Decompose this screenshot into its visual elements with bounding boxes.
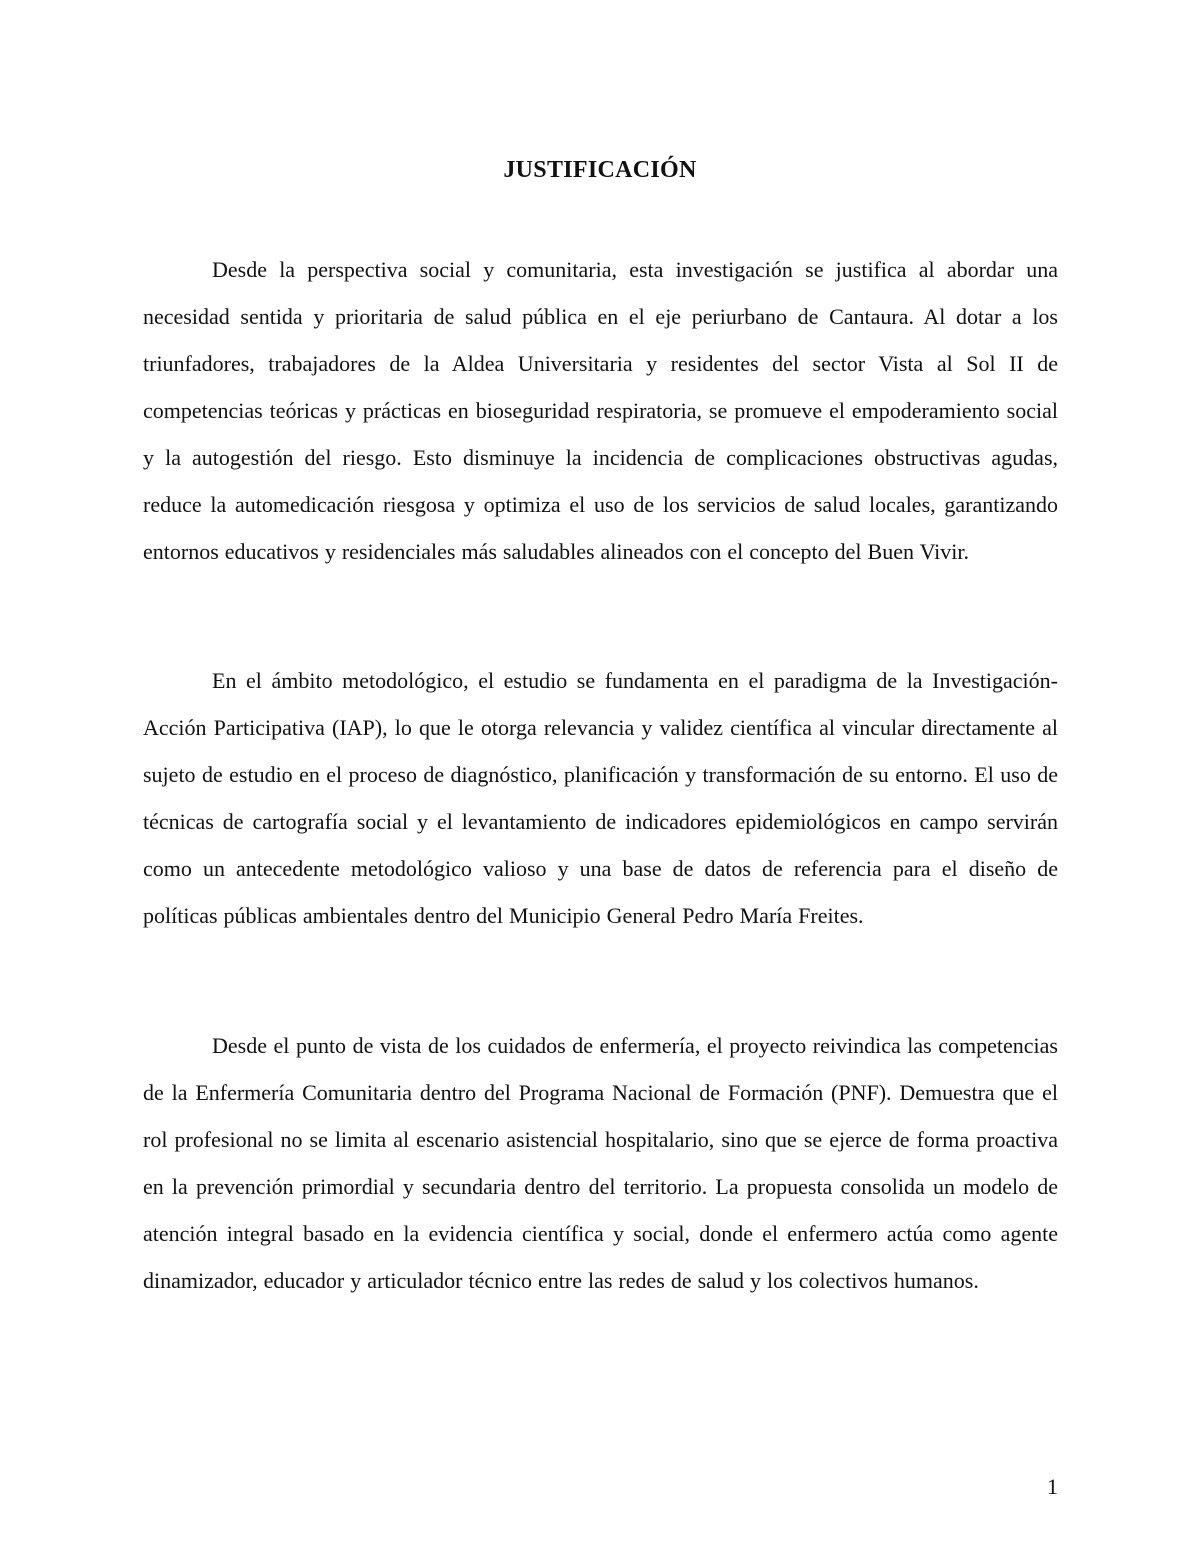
- page-number: 1: [1047, 1474, 1058, 1499]
- paragraph-methodological-justification: En el ámbito metodológico, el estudio se fundamenta en el paradigma de la Investigación-Acción Participativa (IAP), lo que le otorga relevancia y validez científica al vincular directamente al sujeto de estudio en el proceso de diagnóstico, planificación y transformación de su entorno. El uso de técnicas de cartografía social y el levantamiento de indicadores epidemiológicos en campo servirán como un antecedente metodológico valioso y una base de datos de referencia para el diseño de políticas públicas ambientales dentro del Municipio General Pedro María Freites.: [143, 668, 1058, 928]
- paragraph-nursing-justification: Desde el punto de vista de los cuidados de enfermería, el proyecto reivindica las competencias de la Enfermería Comunitaria dentro del Programa Nacional de Formación (PNF). Demuestra que el rol profesional no se limita al escenario asistencial hospitalario, sino que se ejerce de forma proactiva en la prevención primordial y secundaria dentro del territorio. La propuesta consolida un modelo de atención integral basado en la evidencia científica y social, donde el enfermero actúa como agente dinamizador, educador y articulador técnico entre las redes de salud y los colectivos humanos.: [143, 1033, 1058, 1293]
- paragraph-social-justification: Desde la perspectiva social y comunitaria, esta investigación se justifica al abordar una necesidad sentida y prioritaria de salud pública en el eje periurbano de Cantaura. Al dotar a los triunfadores, trabajadores de la Aldea Universitaria y residentes del sector Vista al Sol II de competencias teóricas y prácticas en bioseguridad respiratoria, se promueve el empoderamiento social y la autogestión del riesgo. Esto disminuye la incidencia de complicaciones obstructivas agudas, reduce la automedicación riesgosa y optimiza el uso de los servicios de salud locales, garantizando entornos educativos y residenciales más saludables alineados con el concepto del Buen Vivir.: [143, 257, 1058, 564]
- page-title: JUSTIFICACIÓN: [503, 157, 697, 183]
